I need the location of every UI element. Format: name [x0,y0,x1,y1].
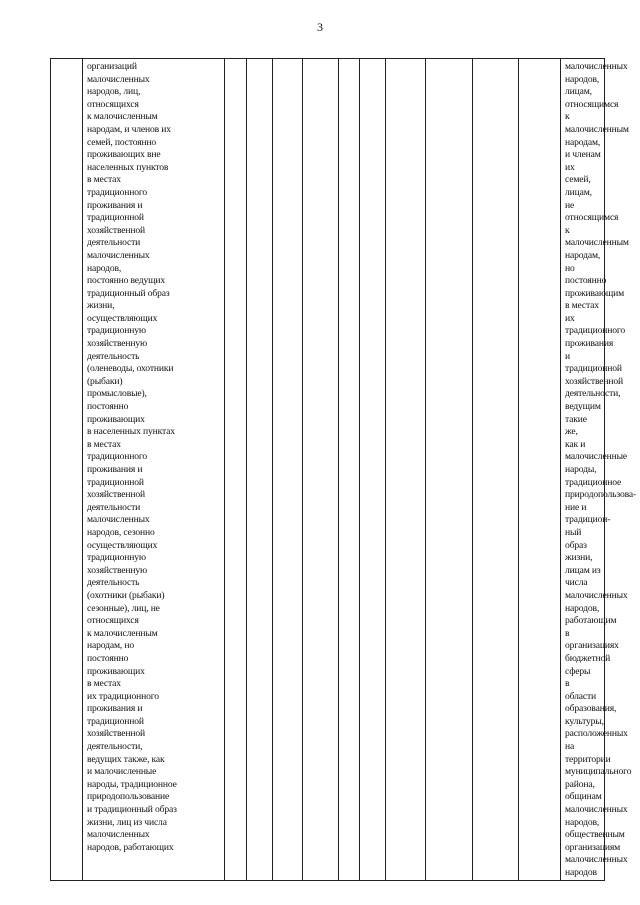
table-cell-col-11 [473,59,519,881]
table-cell-col-13 [561,59,637,881]
table-cell-col-8 [360,59,386,881]
table-cell-col-1 [51,59,83,881]
table-cell-col-5 [273,59,303,881]
table-row [51,59,605,881]
data-table [50,58,637,881]
cell-text-col-13: малочисленных народов, лицам, относящимся к малочисленным народам, и членам их семей, лицам, не относящимся к малочисленным народам, но постоянно проживающим в местах их традиционного проживания и традиционной хозяйственной деятельности, ведущим такие же, как и малочисленные народы, традиционное природопользова- ние и традицион- ный образ жизни, лицам из числа малочисленных народов, работающим в организациях бюджетной сферы в области образования, культуры, расположенных на территории муниципального района, общинам малочисленных народов, общественным организациям малочисленных народов [565,61,637,878]
table-cell-col-6 [303,59,339,881]
cell-text-col-2: организаций малочисленных народов, лиц, относящихся к малочисленным народам, и членов их семей, постоянно проживающих вне населенных пунктов в местах традиционного проживания и традиционной хозяйственной деятельности малочисленных народов, постоянно ведущих традиционный образ жизни, осуществляющих традиционную хозяйственную деятельность (оленеводы, охотники (рыбаки) промысловые), постоянно проживающих в населенных пунктах в местах традиционного проживания и традиционной хозяйственной деятельности малочисленных народов, сезонно осуществляющих традиционную хозяйственную деятельность (охотники (рыбаки) сезонные), лиц, не относящихся к малочисленным народам, но постоянно проживающих в местах их традиционного проживания и традиционной хозяйственной деятельности, ведущих также, как и малочисленные народы, традиционное природопользование и традиционный образ жизни, лиц из числа малочисленных народов, работающих [87,61,177,853]
table-cell-col-12 [519,59,561,881]
table-cell-col-2 [83,59,225,881]
table-cell-col-9 [386,59,426,881]
table-cell-col-10 [426,59,473,881]
table-cell-col-4 [247,59,273,881]
table-cell-col-3 [225,59,247,881]
page-number: 3 [317,20,323,34]
table-cell-col-7 [339,59,360,881]
